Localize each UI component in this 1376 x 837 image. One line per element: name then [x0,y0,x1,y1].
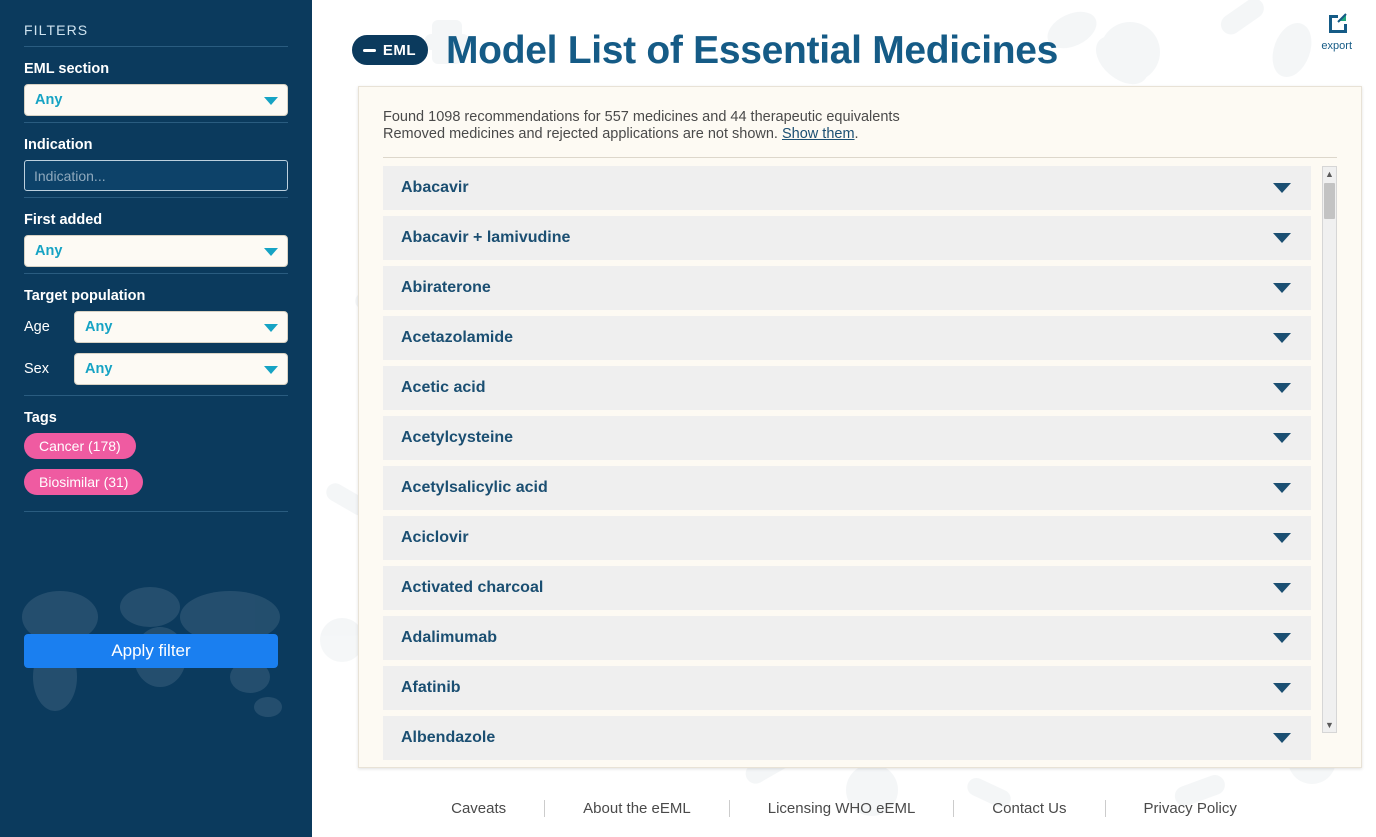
chevron-down-icon[interactable] [1273,383,1291,393]
eml-logo: EML [352,35,428,65]
divider [24,395,288,396]
medicine-name: Acetic acid [401,379,486,397]
sex-label: Sex [24,361,49,377]
first-added-select[interactable] [24,235,288,267]
medicine-row[interactable] [383,166,1311,210]
medicine-row[interactable] [383,466,1311,510]
scroll-up-arrow[interactable]: ▲ [1323,167,1336,181]
medicine-row[interactable] [383,666,1311,710]
chevron-down-icon[interactable] [1273,283,1291,293]
eml-section-label: EML section [24,61,110,77]
medicine-row[interactable] [383,516,1311,560]
divider [383,157,1337,158]
sex-field [24,353,288,385]
divider [24,46,288,47]
scrollbar-thumb[interactable] [1324,183,1335,219]
footer-link-licensing[interactable]: Licensing WHO eEML [730,800,955,817]
chevron-down-icon[interactable] [1273,683,1291,693]
first-added-label: First added [24,212,103,228]
show-them-link[interactable]: Show them [781,126,855,143]
medicine-name: Aciclovir [401,529,469,547]
sex-value: Any [85,361,113,377]
chevron-down-icon[interactable] [1273,533,1291,543]
chevron-down-icon[interactable] [1273,633,1291,643]
removed-notice-text: Removed medicines and rejected applications are not shown. [383,126,778,143]
divider [24,122,288,123]
page-title: Model List of Essential Medicines [446,28,1059,72]
eml-section-value: Any [35,92,63,108]
medicine-name: Afatinib [401,679,461,697]
main-content [312,0,1376,837]
indication-label: Indication [24,137,93,153]
medicine-name: Adalimumab [401,629,498,647]
age-select[interactable] [74,311,288,343]
removed-notice-period: . [854,126,859,143]
export-label: export [1321,40,1352,52]
apply-filter-button[interactable]: Apply filter [24,634,278,668]
eml-section-select[interactable] [24,84,288,116]
chevron-down-icon [264,366,278,374]
removed-notice [383,126,1337,143]
first-added-value: Any [35,243,63,259]
chevron-down-icon[interactable] [1273,183,1291,193]
medicine-row[interactable] [383,716,1311,760]
indication-input[interactable] [24,160,288,191]
medicine-name: Acetylsalicylic acid [401,479,548,497]
medicine-row[interactable] [383,316,1311,360]
divider [24,197,288,198]
target-population-label: Target population [24,288,146,304]
medicines-card [358,86,1362,768]
divider [24,273,288,274]
medicine-name: Abacavir [401,179,469,197]
tag-cancer[interactable]: Cancer (178) [24,433,136,459]
world-map-decoration [0,547,312,837]
medicines-list [383,166,1337,747]
found-summary: Found 1098 recommendations for 557 medicines and 44 therapeutic equivalents [383,109,900,125]
footer [312,779,1376,837]
medicine-row[interactable] [383,416,1311,460]
medicine-row[interactable] [383,616,1311,660]
tags-label: Tags [24,410,57,426]
footer-link-contact[interactable]: Contact Us [954,800,1105,817]
footer-link-caveats[interactable]: Caveats [413,800,545,817]
chevron-down-icon [264,248,278,256]
tags-list [24,433,288,505]
chevron-down-icon [264,324,278,332]
chevron-down-icon[interactable] [1273,583,1291,593]
medicine-row[interactable] [383,366,1311,410]
medicine-name: Abiraterone [401,279,491,297]
chevron-down-icon[interactable] [1273,733,1291,743]
export-icon [1326,12,1348,34]
filters-sidebar [0,0,312,837]
chevron-down-icon[interactable] [1273,233,1291,243]
medicine-row[interactable] [383,566,1311,610]
medicine-row[interactable] [383,266,1311,310]
filters-heading: FILTERS [24,22,89,38]
scroll-down-arrow[interactable]: ▼ [1323,718,1336,732]
export-button[interactable] [1321,12,1352,52]
age-label: Age [24,319,50,335]
footer-link-privacy[interactable]: Privacy Policy [1143,799,1237,817]
tag-biosimilar[interactable]: Biosimilar (31) [24,469,143,495]
chevron-down-icon [264,97,278,105]
footer-link-about[interactable]: About the eEML [545,800,730,817]
chevron-down-icon[interactable] [1273,483,1291,493]
divider [24,511,288,512]
page-header [312,0,1376,78]
age-field [24,311,288,343]
medicine-name: Abacavir + lamivudine [401,229,571,247]
chevron-down-icon[interactable] [1273,333,1291,343]
medicine-row[interactable] [383,216,1311,260]
list-scrollbar[interactable] [1322,166,1337,733]
chevron-down-icon[interactable] [1273,433,1291,443]
medicine-name: Albendazole [401,729,496,747]
medicine-name: Acetazolamide [401,329,514,347]
sex-select[interactable] [74,353,288,385]
age-value: Any [85,319,113,335]
medicine-name: Acetylcysteine [401,429,514,447]
medicine-name: Activated charcoal [401,579,544,597]
